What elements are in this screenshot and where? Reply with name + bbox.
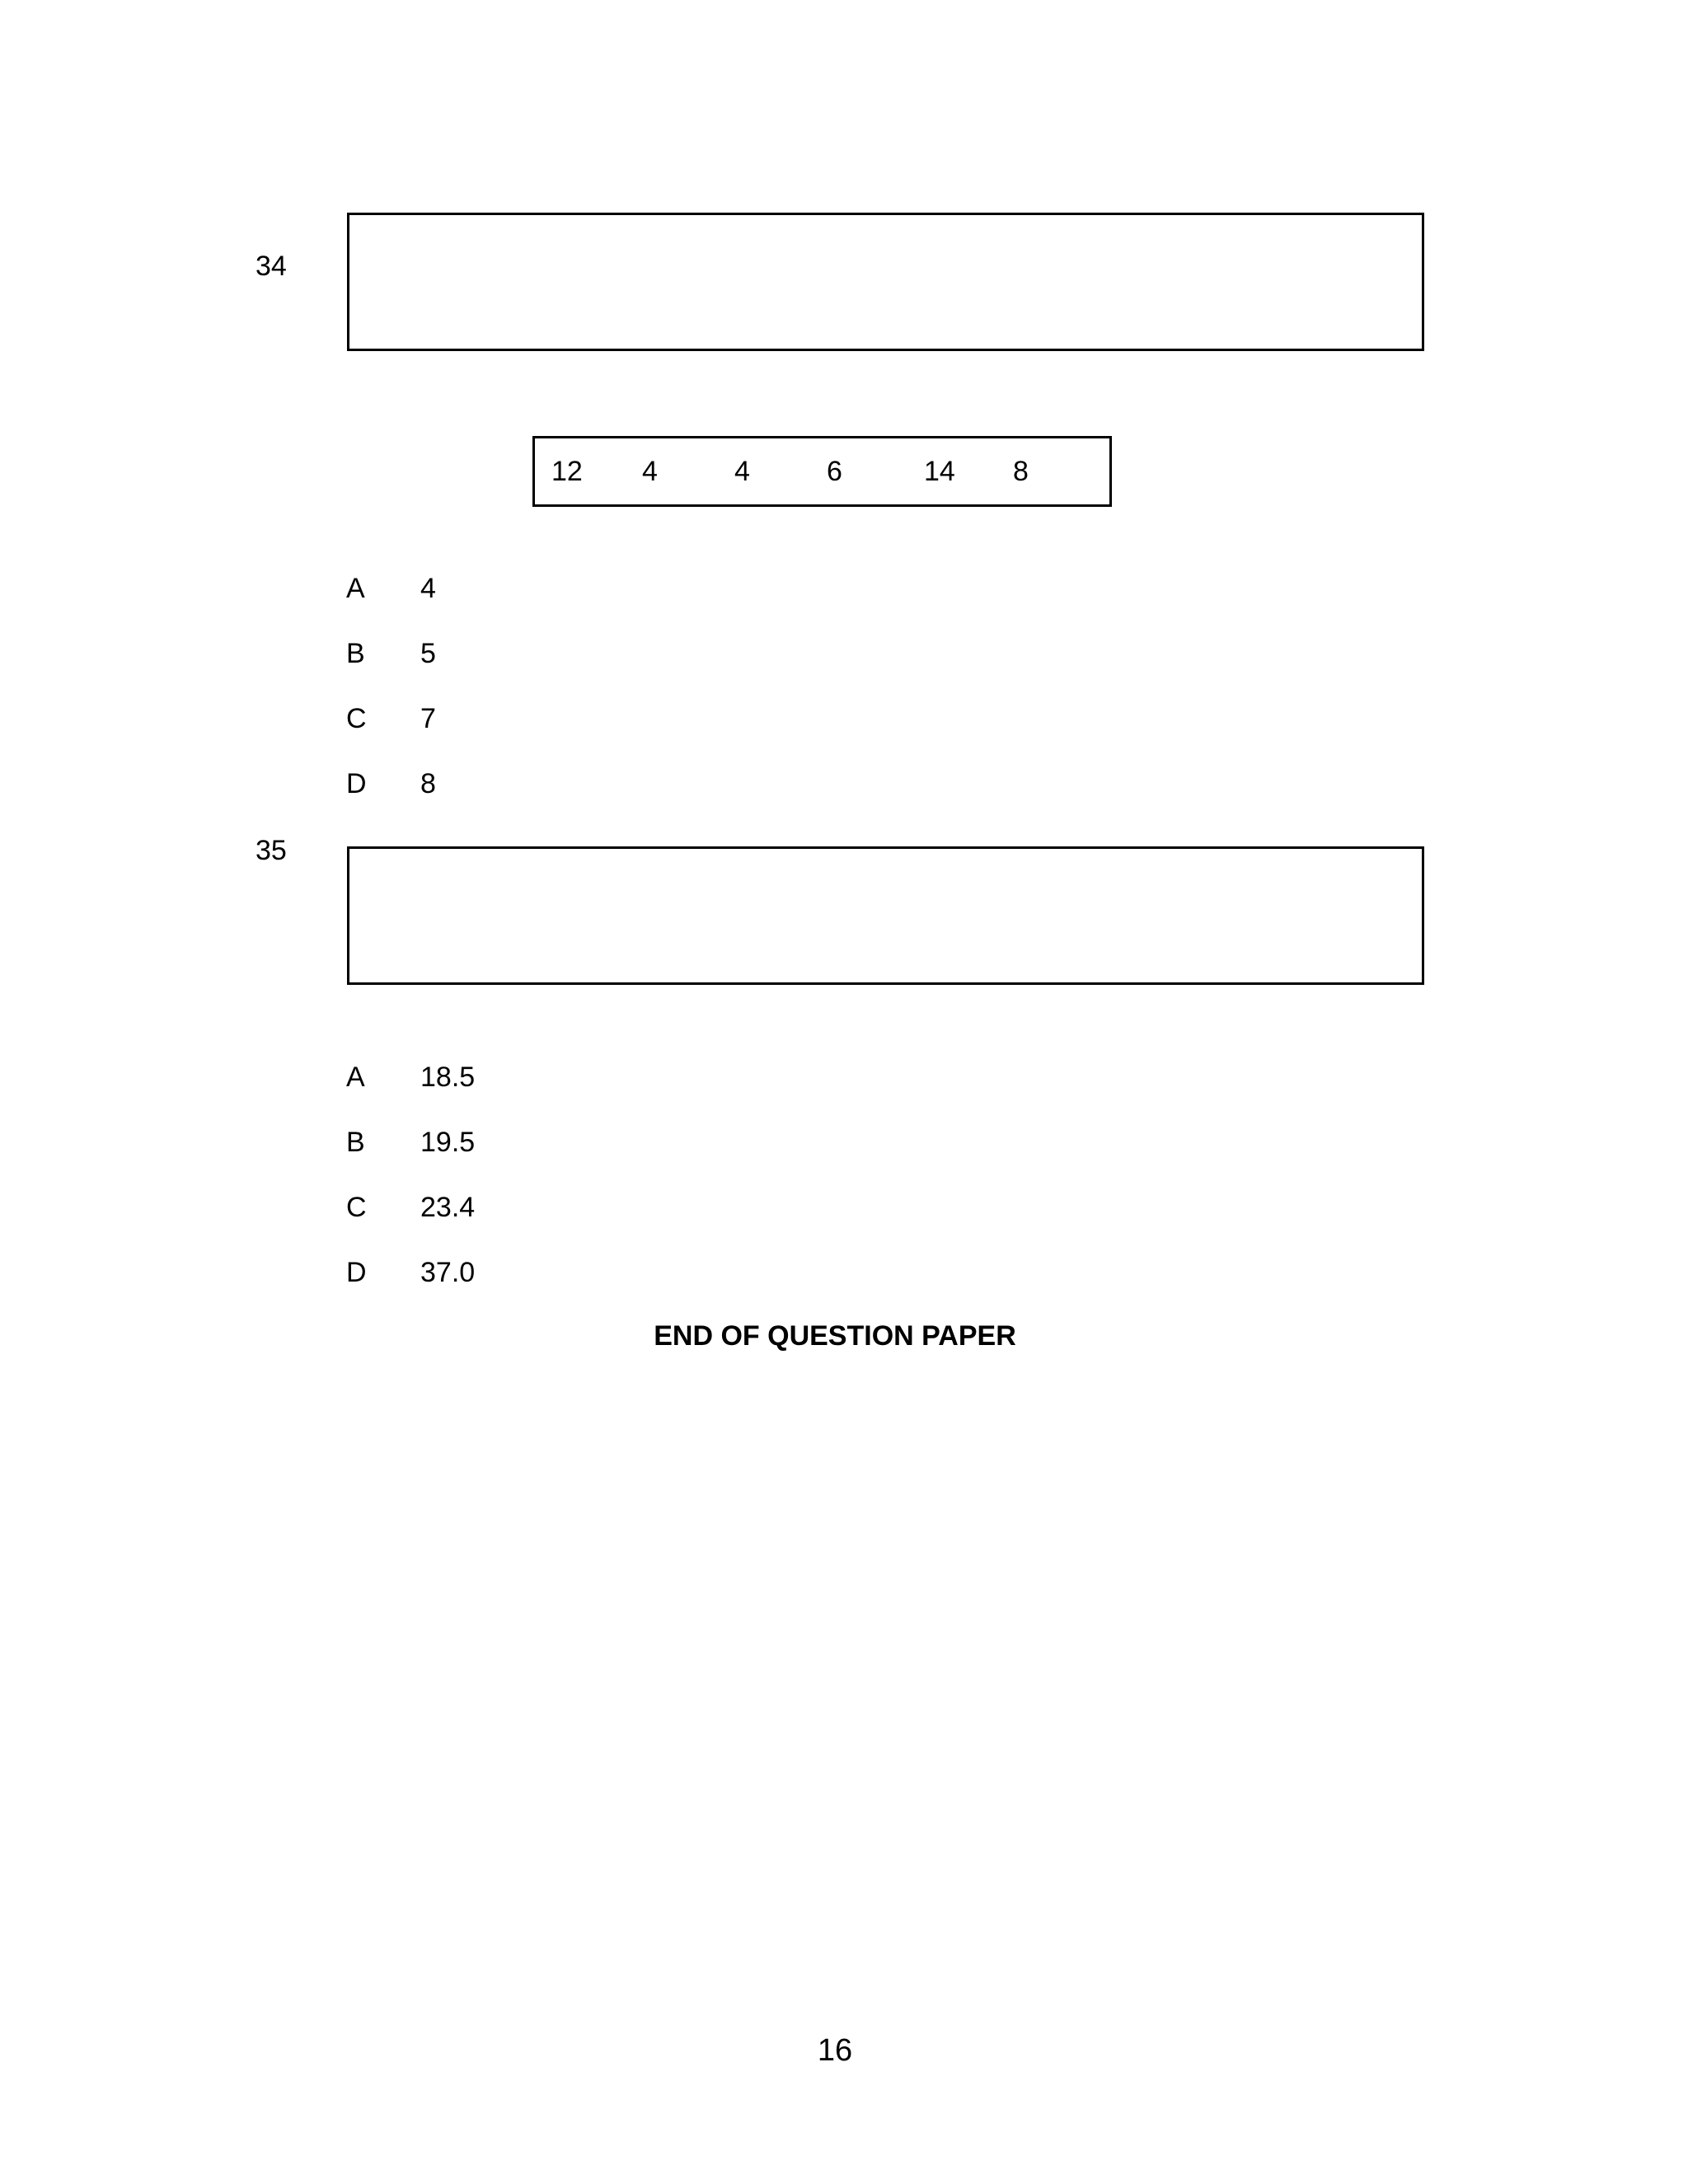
- page-number: 16: [817, 2033, 853, 2068]
- option-letter: C: [346, 703, 367, 734]
- data-value: 8: [1013, 456, 1029, 487]
- option-value: 4: [420, 573, 436, 604]
- data-value: 4: [734, 456, 750, 487]
- option-value: 18.5: [420, 1062, 476, 1093]
- option-letter: A: [346, 573, 365, 604]
- option-value: 19.5: [420, 1127, 476, 1158]
- data-value: 12: [551, 456, 583, 487]
- end-of-paper-heading: END OF QUESTION PAPER: [654, 1320, 1016, 1352]
- question-number: 34: [256, 251, 287, 282]
- question-text-box: [347, 846, 1424, 985]
- option-letter: B: [346, 1127, 365, 1158]
- option-letter: D: [346, 1257, 367, 1288]
- option-value: 5: [420, 638, 436, 669]
- option-value: 37.0: [420, 1257, 476, 1288]
- data-value: 14: [924, 456, 955, 487]
- option-value: 23.4: [420, 1192, 476, 1223]
- data-value: 6: [827, 456, 842, 487]
- option-letter: D: [346, 768, 367, 799]
- option-letter: B: [346, 638, 365, 669]
- question-text-box: [347, 213, 1424, 351]
- option-value: 7: [420, 703, 436, 734]
- question-number: 35: [256, 835, 287, 866]
- data-values-box: [532, 436, 1112, 507]
- option-value: 8: [420, 768, 436, 799]
- option-letter: A: [346, 1062, 365, 1093]
- option-letter: C: [346, 1192, 367, 1223]
- data-value: 4: [642, 456, 658, 487]
